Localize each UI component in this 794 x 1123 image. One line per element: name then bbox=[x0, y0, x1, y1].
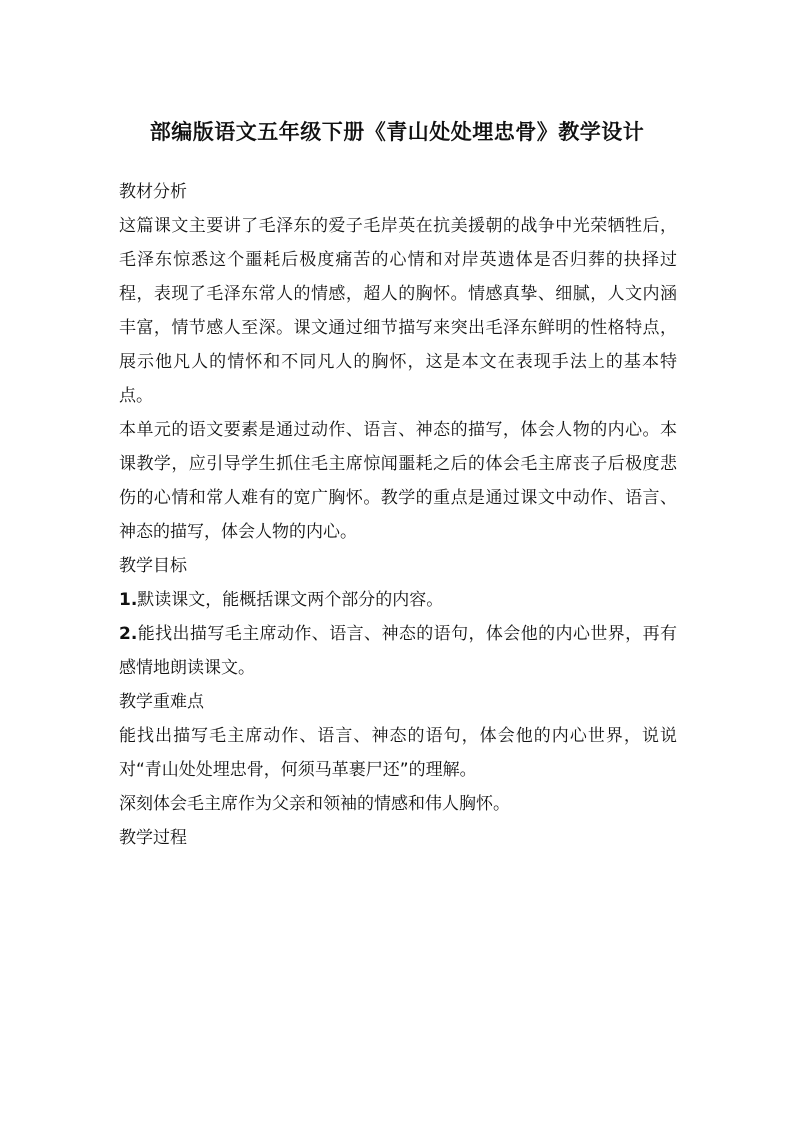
difficulties-paragraph-2: 深刻体会毛主席作为父亲和领袖的情感和伟人胸怀。 bbox=[119, 794, 510, 814]
section-heading-process: 教学过程 bbox=[119, 828, 187, 848]
goal-number: 1. bbox=[119, 590, 138, 610]
analysis-paragraph-1: 这篇课文主要讲了毛泽东的爱子毛岸英在抗美援朝的战争中光荣牺牲后，毛泽东惊悉这个噩耗后极度痛苦的心情和对岸英遗体是否归葬的抉择过程，表现了毛泽东常人的情感，超人的胸怀。情感真挚、细腻，人文内涵丰富，情节感人至深。课文通过细节描写来突出毛泽东鲜明的性格特点，展示他凡人的情怀和不同凡人的胸怀，这是本文在表现手法上的基本特点。 bbox=[119, 216, 677, 406]
document-title: 部编版语文五年级下册《青山处处埋忠骨》教学设计 bbox=[149, 120, 645, 145]
goal-item bbox=[119, 583, 677, 617]
difficulties-paragraph-1: 能找出描写毛主席动作、语言、神态的语句，体会他的内心世界，说说对“青山处处埋忠骨，何须马革裹尸还”的理解。 bbox=[119, 726, 677, 780]
section-heading-difficulties: 教学重难点 bbox=[119, 692, 204, 712]
goal-text: 能找出描写毛主席动作、语言、神态的语句，体会他的内心世界，再有感情地朗读课文。 bbox=[119, 624, 677, 678]
section-heading-goals: 教学目标 bbox=[119, 556, 187, 576]
document-body bbox=[119, 175, 677, 855]
goal-number: 2. bbox=[119, 624, 138, 644]
goal-text: 默读课文，能概括课文两个部分的内容。 bbox=[137, 590, 444, 610]
analysis-paragraph-2: 本单元的语文要素是通过动作、语言、神态的描写，体会人物的内心。本课教学，应引导学生抓住毛主席惊闻噩耗之后的体会毛主席丧子后极度悲伤的心情和常人难有的宽广胸怀。教学的重点是通过课文中动作、语言、神态的描写，体会人物的内心。 bbox=[119, 420, 677, 542]
goal-item bbox=[119, 617, 677, 685]
section-heading-analysis: 教材分析 bbox=[119, 182, 187, 202]
